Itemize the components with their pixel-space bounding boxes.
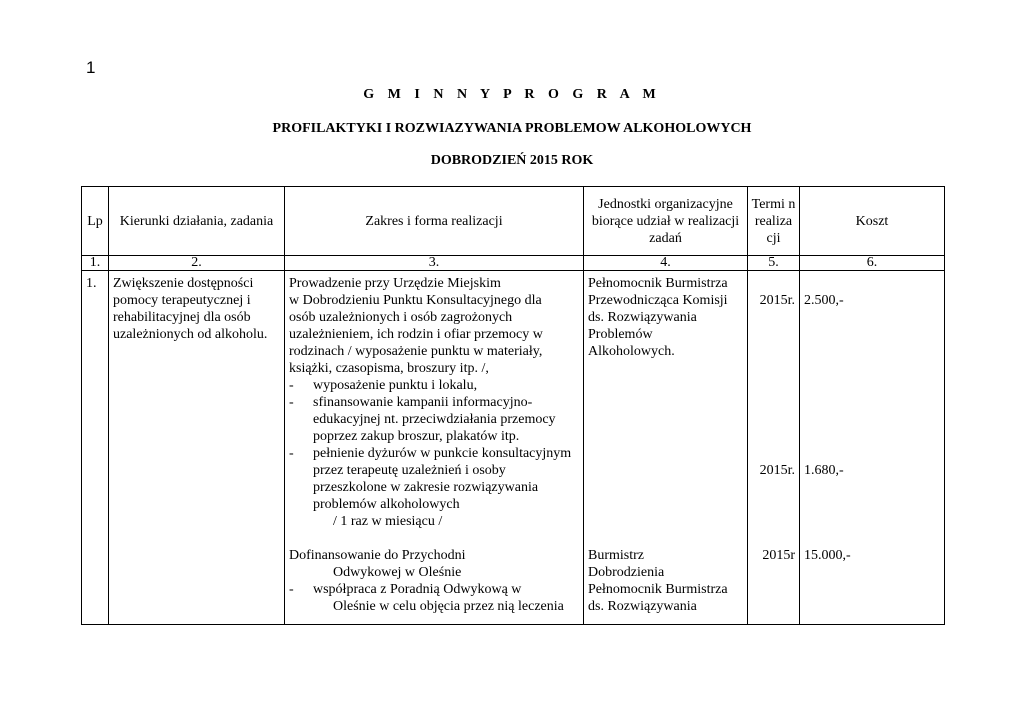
koszt-line: [804, 479, 940, 496]
termin-line: [752, 309, 795, 326]
jednostki-line: Przewodnicząca Komisji: [588, 293, 728, 308]
koszt-line: [804, 581, 940, 598]
list-dash: -: [289, 378, 294, 393]
zakres-line: [289, 394, 579, 411]
termin-line: [752, 530, 795, 547]
termin-line: [752, 326, 795, 343]
jednostki-line: ds. Rozwiązywania: [588, 599, 697, 614]
kierunki-line: rehabilitacyjnej dla osób: [113, 310, 251, 325]
list-dash: -: [289, 582, 294, 597]
termin-line: 2015r: [762, 548, 795, 563]
row-lp-value: 1.: [86, 276, 97, 291]
zakres-line: osób uzależnionych i osób zagrożonych: [289, 310, 513, 325]
termin-line: [752, 445, 795, 462]
termin-line: [752, 564, 795, 581]
jednostki-line: Burmistrz: [588, 548, 644, 563]
jednostki-line: [588, 428, 743, 445]
list-item-text: współpraca z Poradnią Odwykową w: [313, 582, 522, 597]
program-table: [81, 186, 945, 625]
koszt-line: 1.680,-: [804, 463, 844, 478]
kierunki-line: Zwiększenie dostępności: [113, 276, 254, 291]
jednostki-line: [588, 530, 743, 547]
koszt-line: [804, 377, 940, 394]
termin-line: [752, 343, 795, 360]
zakres-line: / 1 raz w miesiącu /: [333, 514, 443, 529]
jednostki-line: Alkoholowych.: [588, 344, 675, 359]
row-termin: [748, 271, 800, 625]
jednostki-line: [588, 513, 743, 530]
jednostki-line: Dobrodzienia: [588, 565, 665, 580]
koszt-line: 15.000,-: [804, 548, 851, 563]
zakres-line: w Dobrodzieniu Punktu Konsultacyjnego dla: [289, 293, 542, 308]
zakres-line: [289, 581, 579, 598]
column-header-lp: Lp: [82, 187, 109, 256]
termin-line: [752, 275, 795, 292]
jednostki-line: [588, 411, 743, 428]
jednostki-line: Problemów: [588, 327, 653, 342]
column-number: 4.: [584, 256, 748, 271]
zakres-line: uzależnieniem, ich rodzin i ofiar przemocy w: [289, 327, 543, 342]
list-item-text: sfinansowanie kampanii informacyjno-: [313, 395, 533, 410]
koszt-line: [804, 530, 940, 547]
termin-line: [752, 513, 795, 530]
koszt-line: [804, 394, 940, 411]
row-lp: [82, 271, 109, 625]
zakres-line: Dofinansowanie do Przychodni: [289, 548, 466, 563]
column-header-zakres: Zakres i forma realizacji: [285, 187, 584, 256]
koszt-line: [804, 326, 940, 343]
koszt-line: [804, 513, 940, 530]
termin-line: [752, 598, 795, 615]
column-header-kierunki: Kierunki działania, zadania: [109, 187, 285, 256]
zakres-line: edukacyjnej nt. przeciwdziałania przemocy: [313, 412, 556, 427]
zakres-line: problemów alkoholowych: [313, 497, 460, 512]
termin-line: [752, 428, 795, 445]
title-place-year: DOBRODZIEŃ 2015 ROK: [430, 153, 594, 168]
termin-line: [752, 411, 795, 428]
zakres-line: książki, czasopisma, broszury itp. /,: [289, 361, 489, 376]
jednostki-line: [588, 496, 743, 513]
koszt-line: [804, 411, 940, 428]
jednostki-line: Pełnomocnik Burmistrza: [588, 582, 728, 597]
title-gminny-program: G M I N N Y P R O G R A M: [363, 87, 661, 102]
column-number: 5.: [748, 256, 800, 271]
zakres-line: przez terapeutę uzależnień i osoby: [313, 463, 506, 478]
jednostki-line: [588, 462, 743, 479]
table-header-row: [82, 187, 945, 256]
list-dash: -: [289, 446, 294, 461]
zakres-line: poprzez zakup broszur, plakatów itp.: [313, 429, 520, 444]
koszt-line: [804, 428, 940, 445]
jednostki-line: [588, 445, 743, 462]
column-number: 2.: [109, 256, 285, 271]
table-row: [82, 271, 945, 625]
column-header-koszt: Koszt: [800, 187, 945, 256]
termin-line: [752, 581, 795, 598]
zakres-line: Oleśnie w celu objęcia przez nią leczenia: [333, 599, 564, 614]
list-item-text: wyposażenie punktu i lokalu,: [313, 378, 478, 393]
termin-line: [752, 479, 795, 496]
koszt-line: 2.500,-: [804, 293, 844, 308]
termin-line: 2015r.: [759, 293, 795, 308]
row-jednostki: [584, 271, 748, 625]
jednostki-line: [588, 394, 743, 411]
jednostki-line: Pełnomocnik Burmistrza: [588, 276, 728, 291]
column-number: 6.: [800, 256, 945, 271]
zakres-line: [289, 530, 579, 547]
koszt-line: [804, 496, 940, 513]
termin-line: [752, 377, 795, 394]
termin-line: [752, 394, 795, 411]
column-number: 1.: [82, 256, 109, 271]
list-item-text: pełnienie dyżurów w punkcie konsultacyjnym: [313, 446, 572, 461]
kierunki-line: uzależnionych od alkoholu.: [113, 327, 268, 342]
jednostki-line: ds. Rozwiązywania: [588, 310, 697, 325]
zakres-line: Prowadzenie przy Urzędzie Miejskim: [289, 276, 501, 291]
koszt-line: [804, 275, 940, 292]
column-header-jednostki: Jednostki organizacyjne biorące udział w realizacji zadań: [584, 187, 748, 256]
row-zakres: [285, 271, 584, 625]
page-number: 1: [86, 58, 96, 77]
zakres-line: [289, 445, 579, 462]
koszt-line: [804, 445, 940, 462]
jednostki-line: [588, 360, 743, 377]
jednostki-line: [588, 377, 743, 394]
koszt-line: [804, 598, 940, 615]
title-subject: PROFILAKTYKI I ROZWIAZYWANIA PROBLEMOW ALKOHOLOWYCH: [272, 121, 752, 136]
kierunki-line: pomocy terapeutycznej i: [113, 293, 251, 308]
zakres-line: [289, 377, 579, 394]
jednostki-line: [588, 479, 743, 496]
koszt-line: [804, 564, 940, 581]
koszt-line: [804, 309, 940, 326]
column-number-row: [82, 256, 945, 271]
row-koszt: [800, 271, 945, 625]
column-number: 3.: [285, 256, 584, 271]
column-header-termin: Termi n realiza cji: [748, 187, 800, 256]
zakres-line: przeszkolone w zakresie rozwiązywania: [313, 480, 539, 495]
koszt-line: [804, 343, 940, 360]
zakres-line: rodzinach / wyposażenie punktu w materiały,: [289, 344, 543, 359]
zakres-line: Odwykowej w Oleśnie: [333, 565, 462, 580]
termin-line: [752, 360, 795, 377]
list-dash: -: [289, 395, 294, 410]
termin-line: 2015r.: [759, 463, 795, 478]
termin-line: [752, 496, 795, 513]
row-kierunki: [109, 271, 285, 625]
koszt-line: [804, 360, 940, 377]
